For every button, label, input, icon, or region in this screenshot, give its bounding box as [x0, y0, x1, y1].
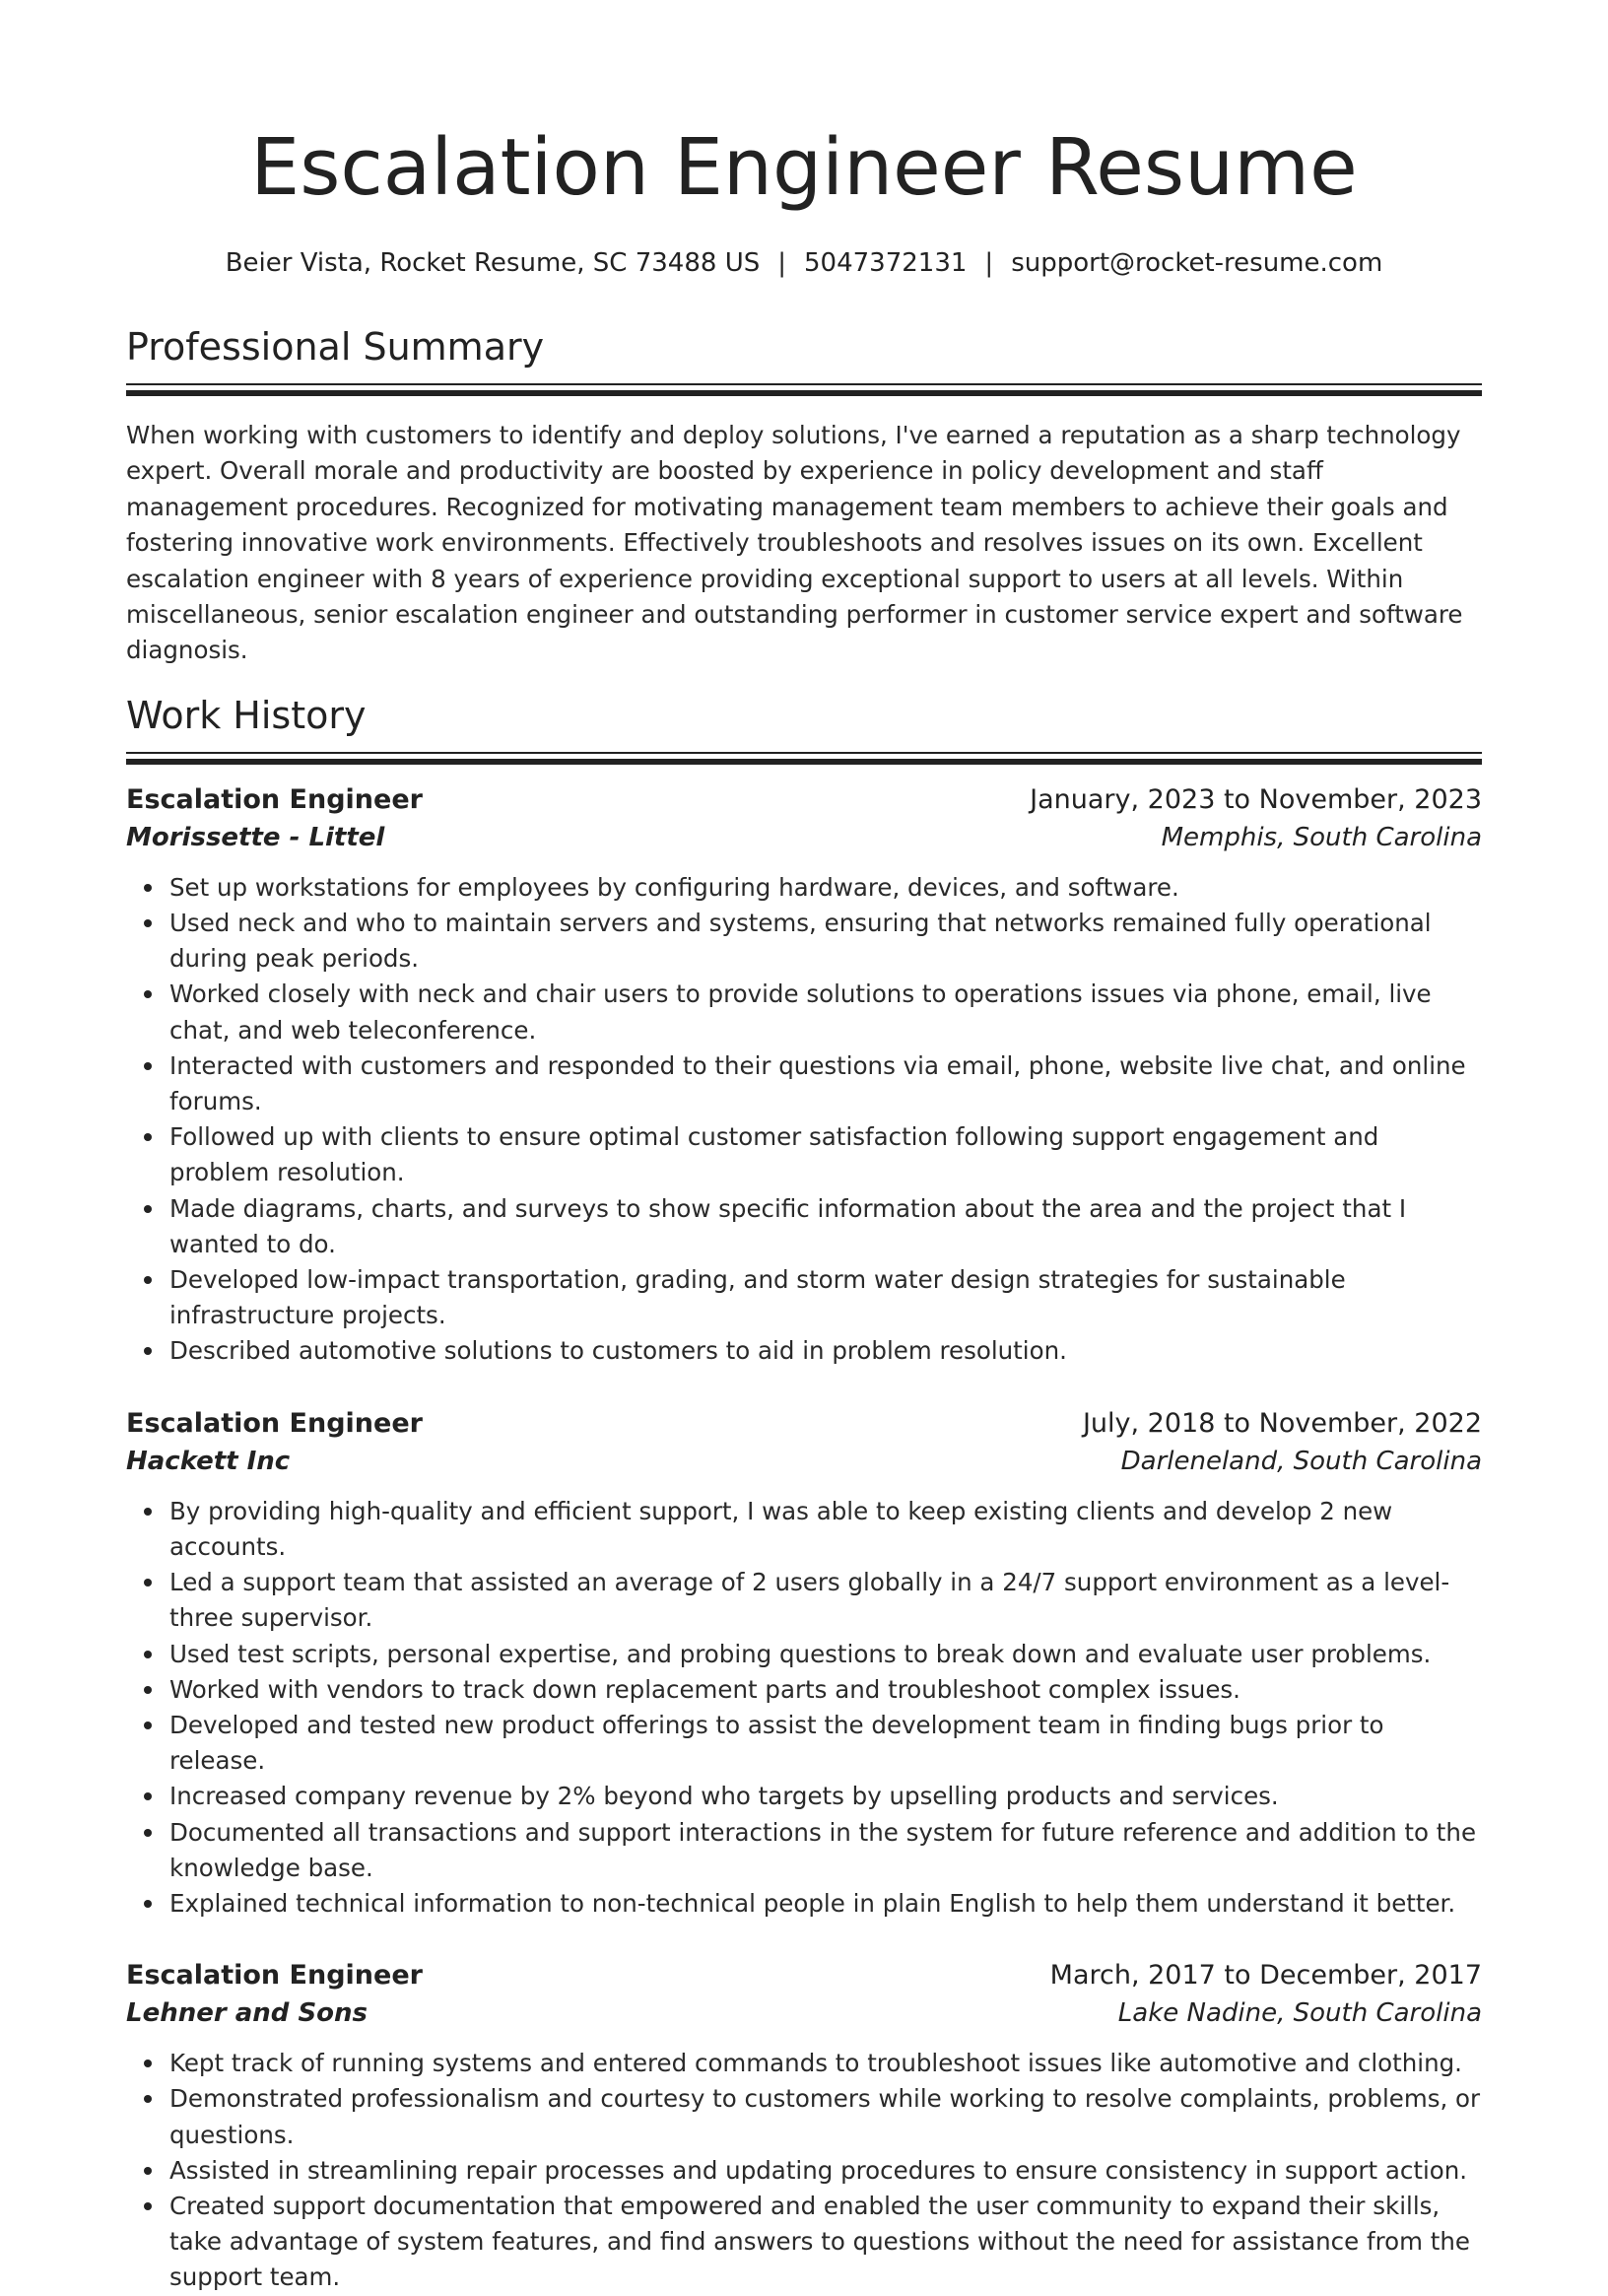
job-entry — [126, 781, 1482, 1370]
job-title: Escalation Engineer — [126, 1960, 423, 1992]
job-bullet: By providing high-quality and efficient support, I was able to keep existing clients and develop 2 new accounts. — [169, 1494, 1482, 1565]
job-title: Escalation Engineer — [126, 1407, 423, 1439]
contact-separator: | — [777, 248, 786, 278]
section-divider — [126, 383, 1482, 393]
job-header-row — [126, 781, 1482, 819]
job-company: Hackett Inc — [126, 1446, 291, 1476]
job-bullet: Followed up with clients to ensure optimal customer satisfaction following support engagement and problem resolution. — [169, 1119, 1482, 1190]
job-entry — [126, 1405, 1482, 1922]
job-location: Memphis, South Carolina — [1161, 822, 1482, 852]
page-title: Escalation Engineer Resume — [250, 122, 1358, 213]
job-company-row — [126, 819, 1482, 856]
job-dates: March, 2017 to December, 2017 — [1049, 1960, 1482, 1992]
contact-address: Beier Vista, Rocket Resume, SC 73488 US — [225, 248, 761, 278]
job-bullet: Assisted in streamlining repair processes and updating procedures to ensure consistency in support action. — [169, 2153, 1482, 2189]
summary-text: When working with customers to identify and deploy solutions, I've earned a reputation as a sharp technology expert. Overall morale and productivity are boosted by experience in policy development and staff management procedures. Recognized for motivating management team members to achieve their goals and fostering innovative work environments. Effectively troubleshoots and resolves issues on its own. Excellent escalation engineer with 8 years of experience providing exceptional support to users at all levels. Within miscellaneous, senior escalation engineer and outstanding performer in customer service expert and software diagnosis. — [126, 421, 1463, 665]
job-company: Lehner and Sons — [126, 1998, 368, 2029]
job-company-row — [126, 1443, 1482, 1480]
job-dates: January, 2023 to November, 2023 — [1030, 783, 1482, 815]
professional-summary-section — [126, 322, 1482, 669]
job-bullet: Set up workstations for employees by configuring hardware, devices, and software. — [169, 870, 1482, 906]
job-company: Morissette - Littel — [126, 822, 385, 852]
job-location: Lake Nadine, South Carolina — [1117, 1998, 1482, 2029]
job-bullet: Created support documentation that empowered and enabled the user community to expand their skills, take advantage of system features, and find answers to questions without the need for assistance from the support team. — [169, 2189, 1482, 2296]
job-bullet: Kept track of running systems and entered commands to troubleshoot issues like automotive and clothing. — [169, 2046, 1482, 2081]
job-location: Darleneland, South Carolina — [1120, 1446, 1482, 1476]
job-bullet: Used test scripts, personal expertise, and probing questions to break down and evaluate user problems. — [169, 1637, 1482, 1672]
work-history-section — [126, 691, 1482, 2296]
job-bullet: Documented all transactions and support interactions in the system for future reference and addition to the knowledge base. — [169, 1815, 1482, 1886]
job-bullet: Explained technical information to non-technical people in plain English to help them understand it better. — [169, 1886, 1482, 1922]
job-bullet: Made diagrams, charts, and surveys to show specific information about the area and the project that I wanted to do. — [169, 1191, 1482, 1262]
contact-phone: 5047372131 — [804, 248, 968, 278]
job-bullet: Developed and tested new product offerings to assist the development team in finding bugs prior to release. — [169, 1708, 1482, 1779]
job-bullet-list — [126, 2046, 1482, 2295]
section-heading-summary: Professional Summary — [126, 325, 545, 369]
job-bullet: Demonstrated professionalism and courtesy to customers while working to resolve complaints, problems, or questions. — [169, 2081, 1482, 2152]
job-bullet: Described automotive solutions to customers to aid in problem resolution. — [169, 1333, 1482, 1369]
contact-line — [126, 246, 1482, 280]
contact-separator: | — [984, 248, 994, 278]
job-company-row — [126, 1994, 1482, 2032]
job-bullet: Developed low-impact transportation, grading, and storm water design strategies for sustainable infrastructure projects. — [169, 1262, 1482, 1333]
job-header-row — [126, 1957, 1482, 1994]
job-bullet: Worked closely with neck and chair users to provide solutions to operations issues via phone, email, live chat, and web teleconference. — [169, 977, 1482, 1047]
job-bullet: Used neck and who to maintain servers and systems, ensuring that networks remained fully operational during peak periods. — [169, 906, 1482, 977]
job-bullet: Increased company revenue by 2% beyond who targets by upselling products and services. — [169, 1779, 1482, 1814]
job-title: Escalation Engineer — [126, 783, 423, 815]
section-divider — [126, 752, 1482, 762]
job-dates: July, 2018 to November, 2022 — [1082, 1407, 1482, 1439]
job-header-row — [126, 1405, 1482, 1443]
job-entry — [126, 1957, 1482, 2295]
job-bullet: Interacted with customers and responded to their questions via email, phone, website live chat, and online forums. — [169, 1048, 1482, 1119]
section-heading-work-history: Work History — [126, 693, 367, 737]
job-bullet: Worked with vendors to track down replacement parts and troubleshoot complex issues. — [169, 1672, 1482, 1708]
job-bullet-list — [126, 1494, 1482, 1922]
job-bullet: Led a support team that assisted an average of 2 users globally in a 24/7 support environment as a level-three supervisor. — [169, 1565, 1482, 1636]
job-bullet-list — [126, 870, 1482, 1370]
contact-email: support@rocket-resume.com — [1011, 248, 1383, 278]
